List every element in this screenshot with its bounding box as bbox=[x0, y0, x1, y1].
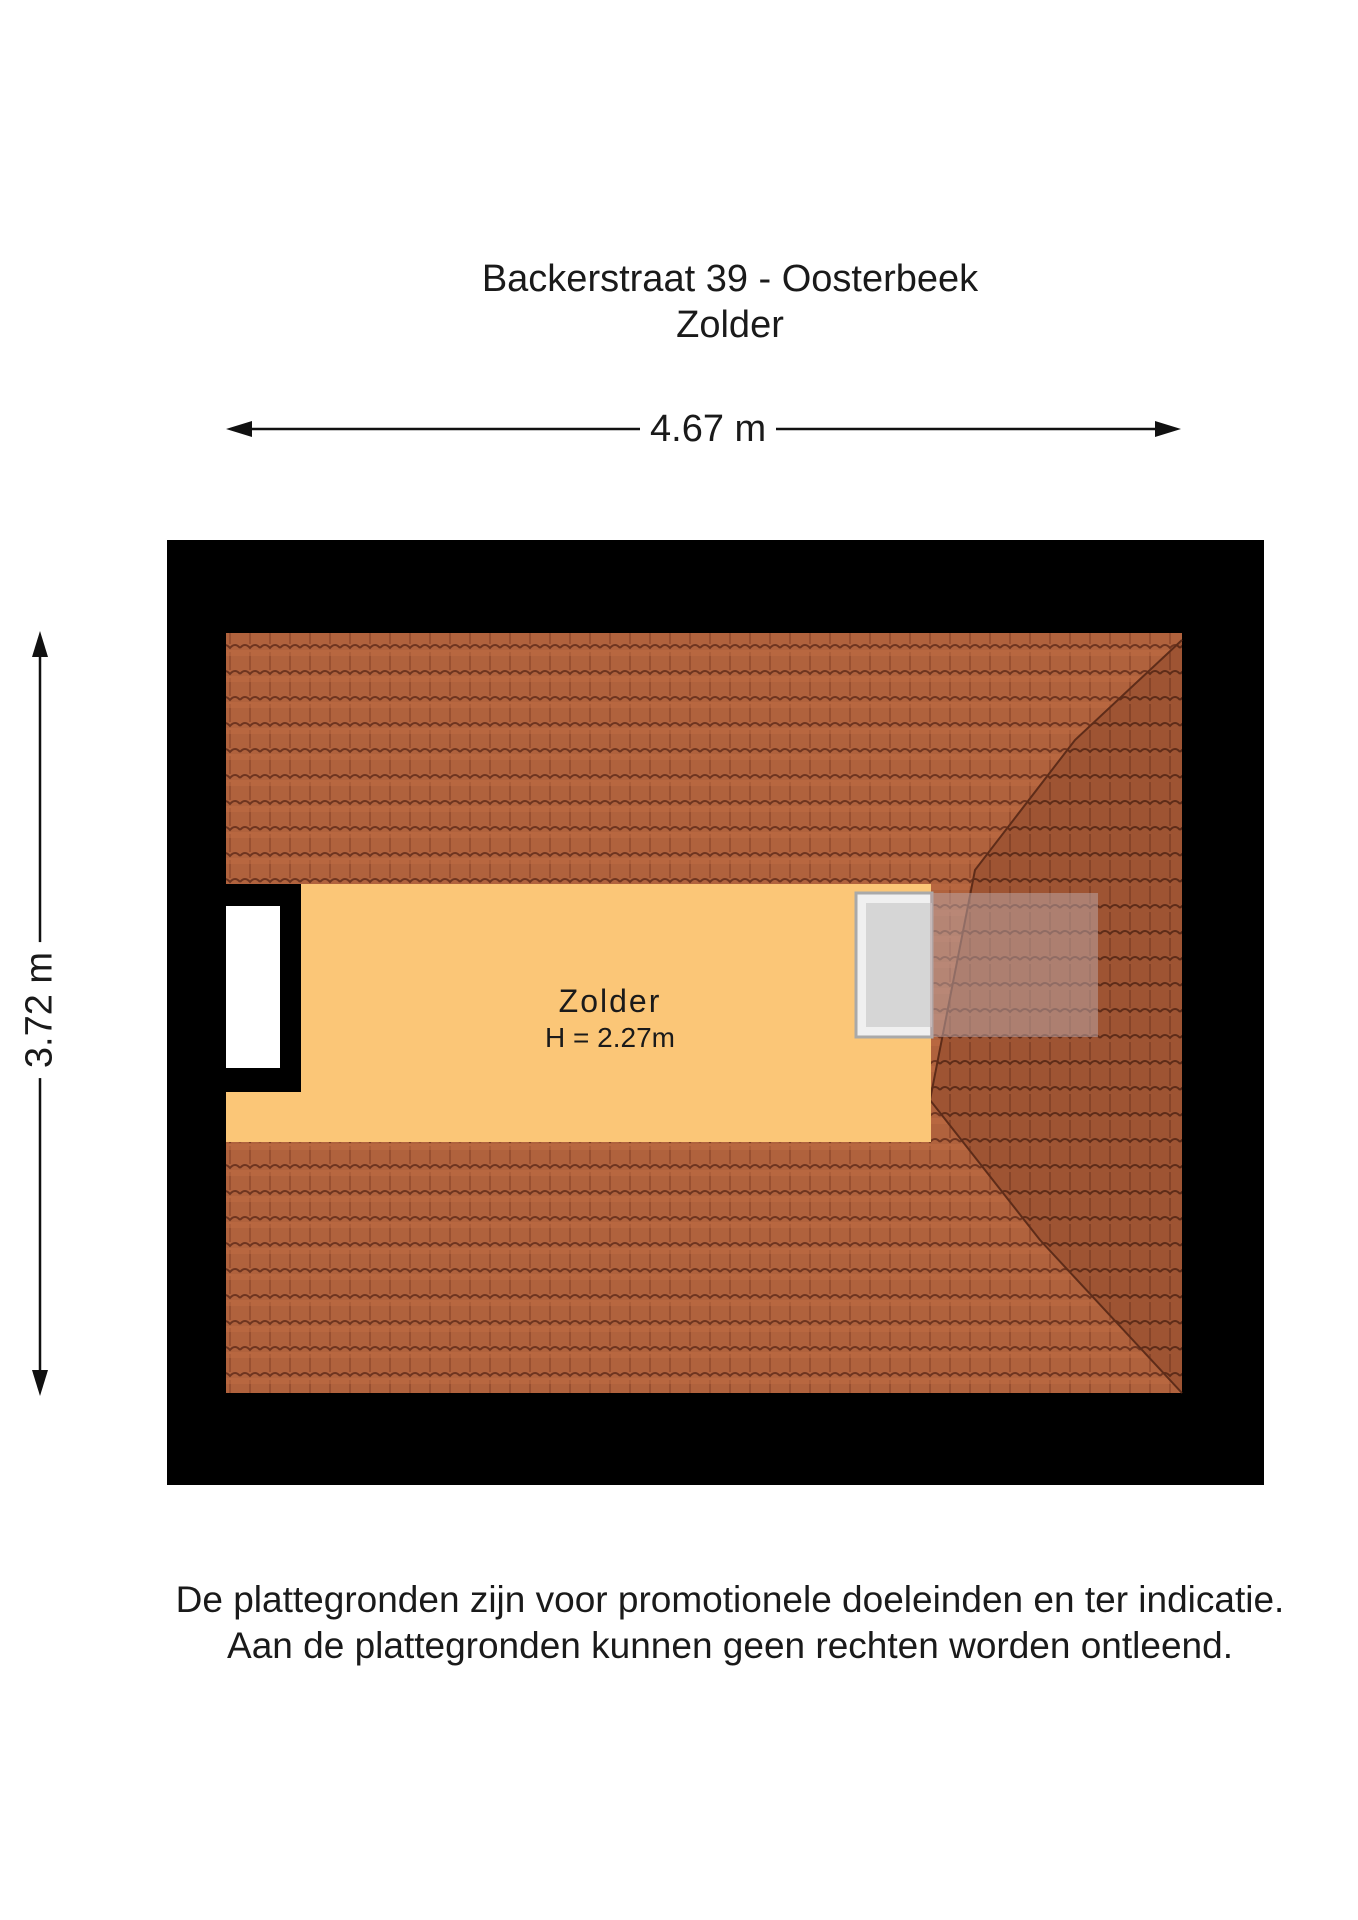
height-dimension-label: 3.72 m bbox=[19, 942, 62, 1078]
window bbox=[226, 906, 280, 1068]
disclaimer-line-2: Aan de plattegronden kunnen geen rechten worden ontleend. bbox=[227, 1625, 1233, 1666]
address-title: Backerstraat 39 - Oosterbeek bbox=[481, 258, 979, 300]
room-height: H = 2.27m bbox=[545, 1022, 675, 1053]
room-name: Zolder bbox=[558, 983, 662, 1019]
width-dimension-label: 4.67 m bbox=[640, 408, 776, 451]
disclaimer-line-1: De plattegronden zijn voor promotionele doeleinden en ter indicatie. bbox=[175, 1579, 1285, 1620]
floor-title: Zolder bbox=[676, 304, 784, 346]
skylight bbox=[856, 893, 1098, 1037]
